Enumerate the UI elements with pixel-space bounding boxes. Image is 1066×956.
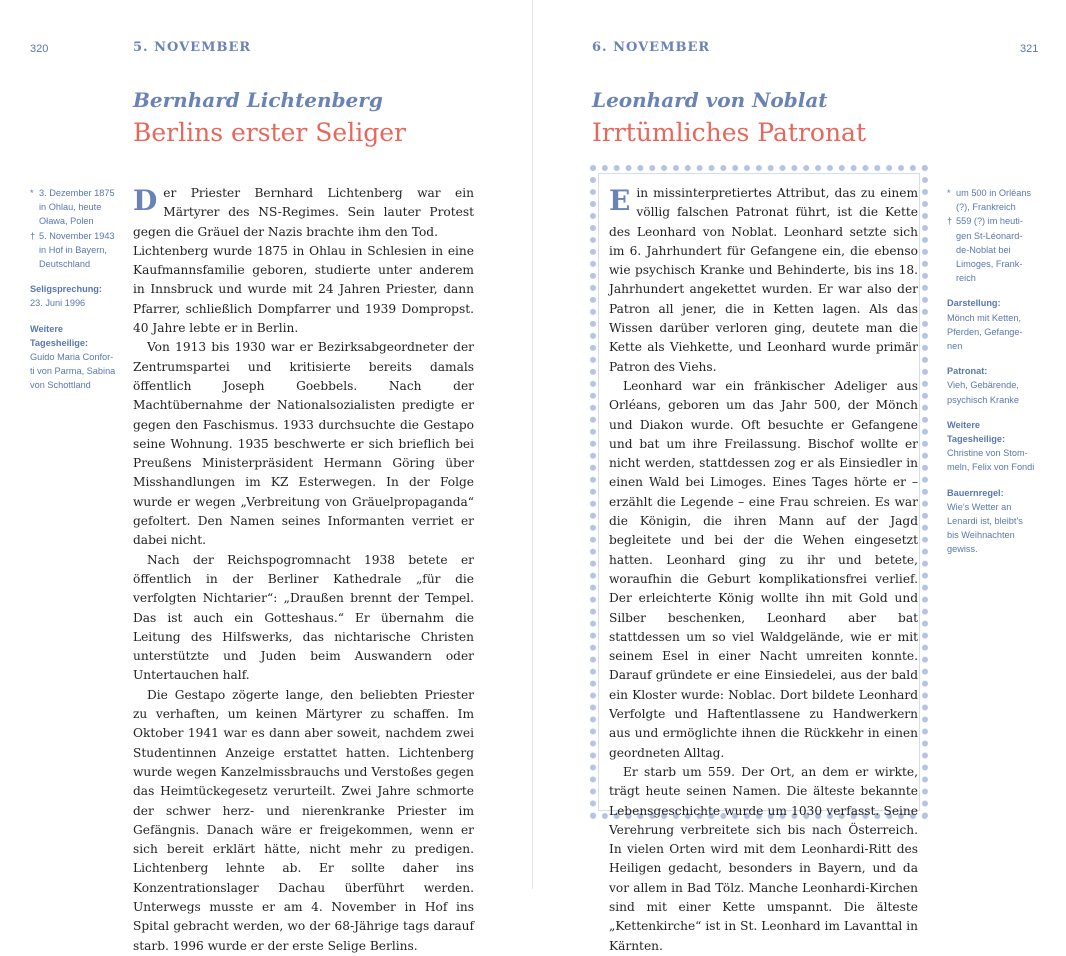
running-head-date: 6. NOVEMBER — [592, 40, 711, 55]
beatification-value: 23. Juni 1996 — [30, 298, 86, 309]
left-page — [0, 0, 533, 953]
paragraph: Von 1913 bis 1930 war er Bezirksabgeordneter der Zentrumspartei und kritisierte bereits damals öffentlich Joseph Goebbels. Nach der Machtübernahme der Nationalsozialisten predigte er gegen den Faschismus. 1933 durchsuchte die Gestapo seine Wohnung. 1935 beschwerte er sich brieflich bei Preußens Ministerpräsident Hermann Göring über Misshandlungen im KZ Esterwegen. In der Folge wurde er wegen „Verbreitung von Gräuelpropaganda“ gefoltert. Den Namen seines Informanten verriet er dabei nicht. — [133, 340, 474, 548]
margin-facts — [947, 186, 1047, 557]
farmer-rule-label: Bauernregel: — [947, 487, 1004, 498]
page-number: 321 — [1020, 43, 1039, 55]
depiction-label: Darstellung: — [947, 298, 1001, 309]
right-page — [533, 0, 1066, 953]
paragraph: Lichtenberg wurde 1875 in Ohlau in Schlesien in eine Kaufmannsfamilie geboren, studierte unter anderem in Innsbruck und wurde mit 24 Jahren Priester, dann Pfarrer, schließlich Dompfarrer und 1939 Dompropst. 40 Jahre lebte er in Berlin. — [133, 243, 474, 336]
patronage-value: Vieh, Gebärende, psychisch Kranke — [947, 380, 1020, 405]
patronage-label: Patronat: — [947, 366, 988, 377]
saint-name: Bernhard Lichtenberg — [133, 88, 383, 112]
paragraph: Er starb um 559. Der Ort, an dem er wirkte, trägt heute seinen Namen. Die älteste bekannte Lebensgeschichte wurde um 1030 verfasst. Seine Verehrung verbreitete sich bis nach Österreich. In vielen Orten wird mit dem Leonhardi-Ritt des Heiligen gedacht, besonders in Bayern, und da vor allem in Bad Tölz. Manche Leonhardi-Kirchen sind mit einer Kette umspannt. Die älteste „Kettenkirche“ ist in St. Leonhard im Lavanttal in Kärnten. — [609, 764, 918, 953]
paragraph: Nach der Reichspogromnacht 1938 betete er öffentlich in der Berliner Kathedrale „für die verfolgten Nichtarier“: „Draußen brennt der Tempel. Das ist auch ein Gotteshaus.“ Er übernahm die Leitung des Hilfswerks, das nichtarische Christen unterstützte und Juden beim Auswandern oder Untertauchen half. — [133, 552, 474, 683]
birth-symbol: * — [30, 188, 34, 198]
farmer-rule-value: Wie's Wetter an Lenardi ist, bleibt's bis Weihnachten gewiss. — [947, 501, 1023, 555]
paragraph: Die Gestapo zögerte lange, den beliebten Priester zu verhaften, um keinen Märtyrer zu schaffen. Im Oktober 1941 war es dann aber soweit, nachdem zwei Studentinnen Anzeige erstattet hatten. Lichtenberg wurde wegen Kanzelmissbrauchs und Verstoßes gegen das Heimtückegesetz verurteilt. Zwei Jahre schmorte der schwer herz- und nierenkranke Priester im Gefängnis. Danach wäre er freigekommen, wenn er sich bereit erklärt hätte, nicht mehr zu predigen. Lichtenberg lehnte ab. Er sollte daher ins Konzentrationslager Dachau überführt werden. Unterwegs musste er am 4. November in Hof ins Spital gebracht werden, wo der 68-Jährige tags darauf starb. 1996 wurde er der erste Selige Berlins. — [133, 687, 474, 953]
death-symbol: † — [30, 230, 36, 241]
other-saints-label: Weitere Tagesheilige: — [947, 419, 1006, 445]
paragraph: Der Priester Bernhard Lichtenberg war ein Märtyrer des NS-Regimes. Sein lauter Protest gegen die Gräuel der Nazis brachte ihm den Tod. — [133, 184, 474, 239]
drop-cap: E — [609, 184, 631, 217]
beatification-label: Seligsprechung: — [30, 284, 102, 295]
running-head-date: 5. NOVEMBER — [133, 40, 252, 55]
birth-symbol: * — [947, 188, 951, 198]
margin-facts — [30, 186, 130, 393]
page-number: 320 — [30, 43, 49, 55]
other-saints-value: Guido Maria Confor- ti von Parma, Sabina von Schottland — [30, 352, 116, 391]
paragraph: Ein missinterpretiertes Attribut, das zu einem völlig falschen Patronat führt, ist die Kette des Leonhard von Noblat. Leonhard setzte sich im 6. Jahrhundert für Gefangene ein, die ebenso wie psychisch Kranke und Behinderte, bis ins 18. Jahrhundert angekettet wurden. Er war also der Patron all jener, die in Ketten lagen. Als das Wissen darüber verloren ging, deutete man die Kette als Viehkette, und Leonhard wurde primär Patron des Viehs. — [609, 184, 918, 374]
birth-info: * 3. Dezember 1875 in Ohlau, heute Oława, Polen — [30, 186, 130, 229]
depiction-value: Mönch mit Ketten, Pferden, Gefange- nen — [947, 312, 1023, 352]
paragraph: Leonhard war ein fränkischer Adeliger aus Orléans, geboren um das Jahr 500, der Mönch und Diakon wurde. Oft besuchte er Gefangene und bat um ihre Freilassung. Bischof wollte er nicht werden, stattdessen zog er als Einsiedler in einen Wald bei Limoges. Eines Tages hörte er – erzählt die Legende – eine Frau schreien. Es war die Königin, die ihren Mann auf der Jagd begleitete und bei der die Wehen eingesetzt hatten. Leonhard ging zu ihr und betete, woraufhin die Geburt komplikationsfrei verlief. Der erleichterte König wollte ihn mit Gold und Silber beschenken, Leonhard aber bat stattdessen um so viel Waldgelände, wie er mit seinem Esel in einer Nacht umreiten konnte. Darauf gründete er eine Einsiedelei, aus der bald ein Kloster wurde: Noblac. Dort bildete Leonhard Verfolgte und Haftentlassene zu Handwerkern aus und ermöglichte ihnen die Rückkehr in einen geordneten Alltag. — [609, 378, 918, 760]
chapter-title: Irrtümliches Patronat — [592, 118, 866, 147]
other-saints-label: Weitere Tagesheilige: — [30, 323, 89, 348]
chapter-title: Berlins erster Seliger — [133, 118, 406, 147]
saint-name: Leonhard von Noblat — [592, 88, 828, 112]
death-info: † 5. November 1943 in Hof in Bayern, Deutschland — [30, 229, 130, 272]
body-text — [609, 184, 918, 956]
death-info: † 559 (?) im heuti- gen St-Léonard- de-Noblat bei Limoges, Frank- reich — [947, 214, 1047, 285]
body-text — [133, 184, 474, 956]
death-symbol: † — [947, 216, 953, 227]
other-saints-value: Christine von Stom- meln, Felix von Fondi — [947, 448, 1035, 473]
birth-info: * um 500 in Orléans (?), Frankreich — [947, 186, 1047, 214]
drop-cap: D — [133, 184, 158, 217]
